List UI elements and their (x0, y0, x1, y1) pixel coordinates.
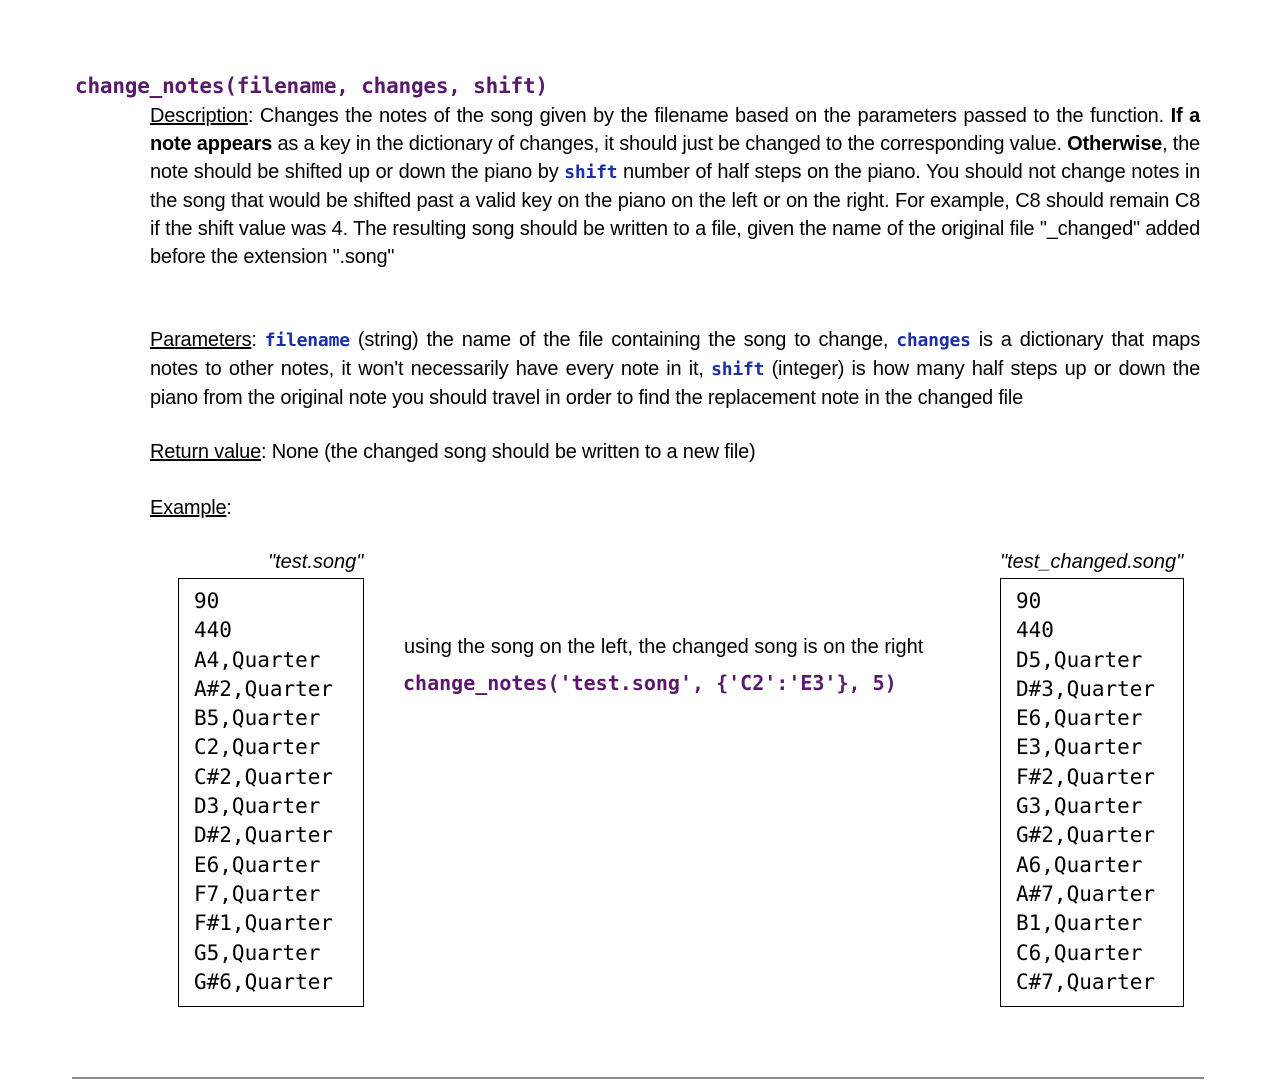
song-line: D#2,Quarter (194, 823, 334, 848)
parameters-code-changes: changes (896, 330, 971, 351)
bottom-divider (72, 1077, 1204, 1079)
song-line: E6,Quarter (1016, 706, 1143, 731)
song-line: A#2,Quarter (194, 676, 334, 701)
original-song-box (178, 578, 364, 1007)
song-line: A6,Quarter (1016, 852, 1143, 877)
description-text-1: : Changes the notes of the song given by the filename based on the parameters passed to the function. (247, 105, 1171, 127)
example-explanation: using the song on the left, the changed song is on the right (404, 636, 924, 658)
parameters-text-0: : (251, 329, 265, 351)
song-line: C6,Quarter (1016, 940, 1143, 965)
song-line: F7,Quarter (194, 881, 321, 906)
parameters-paragraph (150, 326, 1200, 412)
example-colon: : (226, 497, 232, 519)
description-bold-2: Otherwise (1067, 133, 1163, 155)
song-line: F#1,Quarter (194, 911, 334, 936)
description-code-shift: shift (564, 162, 618, 183)
description-paragraph (150, 102, 1200, 271)
parameters-label: Parameters (150, 329, 252, 351)
song-line: F#2,Quarter (1016, 764, 1156, 789)
right-file-caption: "test_changed.song" (1000, 551, 1184, 573)
song-line: B1,Quarter (1016, 911, 1143, 936)
description-bold-1: If a note appears (150, 105, 1200, 155)
song-line: B5,Quarter (194, 706, 321, 731)
example-label: Example (150, 497, 227, 519)
song-line: D#3,Quarter (1016, 676, 1156, 701)
function-signature: change_notes(filename, changes, shift) (75, 74, 548, 98)
parameters-code-filename: filename (264, 330, 350, 351)
parameters-text-1: (string) the name of the file containing the song to change, (349, 329, 897, 351)
return-value-text: : None (the changed song should be written to a new file) (261, 441, 756, 463)
left-file-caption: "test.song" (268, 551, 364, 573)
song-line: G#6,Quarter (194, 969, 334, 994)
song-line: E6,Quarter (194, 852, 321, 877)
changed-song-box (1000, 578, 1184, 1007)
song-line: D3,Quarter (194, 794, 321, 819)
description-text-4: number of half steps on the piano. You should not change notes in the song that would be shifted past a valid key on the piano on the left or on the right. For example, C8 should remain C8 if the shift value was 4. The resulting song should be written to a file, given the name of the original file "_changed" added before the extension ".song" (150, 161, 1200, 268)
song-line: C#7,Quarter (1016, 969, 1156, 994)
song-line: D5,Quarter (1016, 647, 1143, 672)
description-label: Description (150, 105, 248, 127)
song-line: 440 (194, 618, 232, 643)
song-line: 440 (1016, 618, 1054, 643)
description-text-3: , the note should be shifted up or down the piano by (150, 133, 1200, 183)
return-value-label: Return value (150, 441, 261, 463)
song-line: C2,Quarter (194, 735, 321, 760)
song-line: C#2,Quarter (194, 764, 334, 789)
example-heading (150, 494, 1200, 522)
song-line: 90 (1016, 589, 1042, 613)
parameters-text-2: is a dictionary that maps notes to other notes, it won't necessarily have every note in it, (150, 329, 1201, 380)
song-line: 90 (194, 589, 220, 613)
description-text-2: as a key in the dictionary of changes, it should just be changed to the corresponding value. (272, 133, 1068, 155)
song-line: G3,Quarter (1016, 794, 1143, 819)
song-line: A#7,Quarter (1016, 881, 1156, 906)
parameters-text-3: (integer) is how many half steps up or down the piano from the original note you should travel in order to find the replacement note in the changed file (150, 358, 1200, 409)
song-line: G5,Quarter (194, 940, 321, 965)
song-line: A4,Quarter (194, 647, 321, 672)
return-value-paragraph (150, 438, 1200, 466)
parameters-code-shift: shift (711, 359, 765, 380)
song-line: E3,Quarter (1016, 735, 1143, 760)
song-line: G#2,Quarter (1016, 823, 1156, 848)
example-call: change_notes('test.song', {'C2':'E3'}, 5) (403, 671, 897, 695)
